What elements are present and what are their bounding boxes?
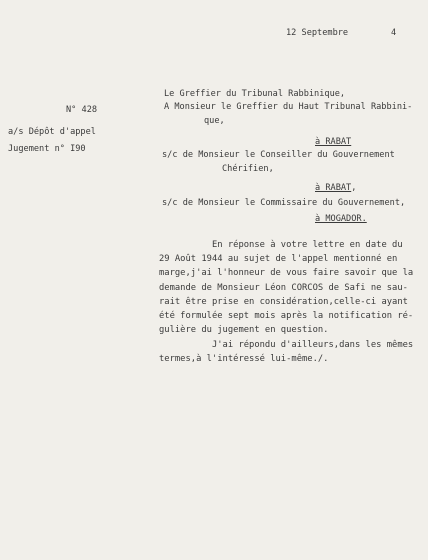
body-line-5: rait être prise en considération,celle-ci ayant	[159, 297, 408, 307]
judgement-number: Jugement n° I90	[8, 144, 86, 154]
addressee-line-2: que,	[204, 116, 225, 126]
body-line-6: été formulée sept mois après la notification ré-	[159, 311, 414, 321]
reference-number: N° 428	[66, 105, 98, 115]
body-line-2: 29 Août 1944 au sujet de l'appel mentionné en	[159, 254, 398, 264]
closing-line-1: J'ai répondu d'ailleurs,dans les mêmes	[159, 340, 414, 350]
city-rabat-2-comma: ,	[351, 183, 357, 193]
cc2-line-1: s/c de Monsieur le Commissaire du Gouvernement,	[162, 198, 406, 208]
subject-line: a/s Dépôt d'appel	[8, 127, 96, 137]
date-year: 4	[391, 28, 397, 38]
body-line-3: marge,j'ai l'honneur de vous faire savoir que la	[159, 268, 414, 278]
cc1-line-2: Chérifien,	[222, 164, 274, 174]
city-rabat-2	[315, 183, 356, 194]
body-line-7: gulière du jugement en question.	[159, 325, 329, 335]
body-line-1: En réponse à votre lettre en date du	[159, 240, 403, 250]
closing-line-2: termes,à l'intéressé lui-même./.	[159, 354, 329, 364]
addressee-line-1: A Monsieur le Greffier du Haut Tribunal Rabbini-	[164, 102, 413, 112]
cc1-line-1: s/c de Monsieur le Conseiller du Gouvernement	[162, 150, 395, 160]
sender-line: Le Greffier du Tribunal Rabbinique,	[164, 89, 346, 99]
city-rabat-2-name: à RABAT	[315, 183, 352, 193]
city-mogador: à MOGADOR.	[315, 214, 367, 224]
body-line-4: demande de Monsieur Léon CORCOS de Safi ne sau-	[159, 283, 408, 293]
date-day: 12 Septembre	[286, 28, 349, 38]
city-rabat-1: à RABAT	[315, 137, 352, 147]
